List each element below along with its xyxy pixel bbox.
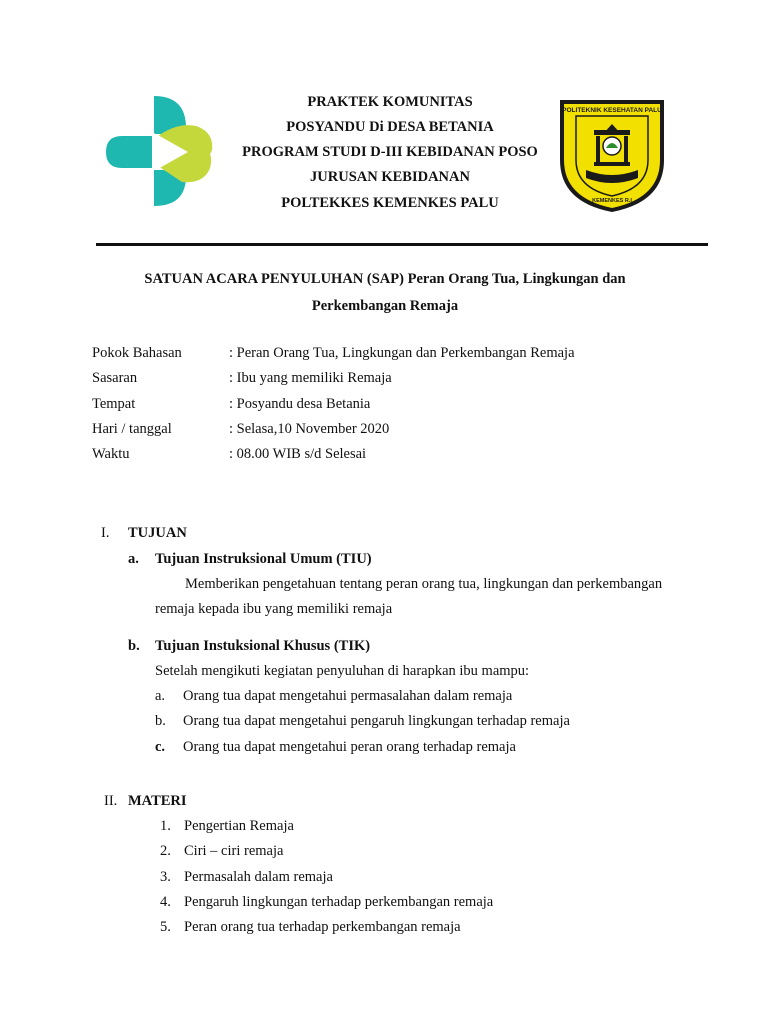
sub-a-heading: Tujuan Instruksional Umum (TIU) bbox=[155, 551, 372, 567]
materi-item-marker: 3. bbox=[160, 869, 171, 885]
materi-item-text: Pengaruh lingkungan terhadap perkembangan remaja bbox=[184, 894, 494, 910]
header-line-4: JURUSAN KEBIDANAN bbox=[310, 169, 470, 185]
section-1-number: I. bbox=[101, 525, 110, 541]
materi-item-marker: 2. bbox=[160, 843, 171, 859]
info-label-tempat: Tempat bbox=[92, 396, 136, 412]
tik-item-text: Orang tua dapat mengetahui pengaruh lingkungan terhadap remaja bbox=[183, 713, 570, 729]
sap-title-line-2: Perkembangan Remaja bbox=[311, 298, 459, 314]
tik-item-marker: c. bbox=[155, 739, 166, 755]
materi-item-text: Permasalah dalam remaja bbox=[184, 869, 333, 885]
info-label-sasaran: Sasaran bbox=[92, 370, 138, 386]
materi-item-marker: 5. bbox=[160, 919, 171, 935]
info-label-waktu: Waktu bbox=[92, 446, 130, 462]
tiu-paragraph-line-1: Memberikan pengetahuan tentang peran orang tua, lingkungan dan perkembangan bbox=[185, 576, 663, 592]
info-label-pokok-bahasan: Pokok Bahasan bbox=[92, 345, 182, 361]
header-line-5: POLTEKKES KEMENKES PALU bbox=[281, 195, 499, 211]
seal-ring-text: POLITEKNIK KESEHATAN PALU bbox=[562, 107, 662, 114]
section-2-number: II. bbox=[104, 793, 118, 809]
header-line-2: POSYANDU Di DESA BETANIA bbox=[286, 119, 494, 135]
header-divider bbox=[96, 243, 708, 246]
tik-item-marker: b. bbox=[155, 713, 166, 729]
tik-item-marker: a. bbox=[155, 688, 166, 704]
info-value-waktu: : 08.00 WIB s/d Selesai bbox=[229, 446, 367, 462]
sap-title bbox=[90, 266, 680, 319]
sub-b-marker: b. bbox=[128, 638, 140, 654]
materi-item-text: Pengertian Remaja bbox=[184, 818, 294, 834]
tik-intro: Setelah mengikuti kegiatan penyuluhan di harapkan ibu mampu: bbox=[155, 663, 530, 679]
section-2-heading: MATERI bbox=[128, 793, 187, 809]
section-1-heading: TUJUAN bbox=[128, 525, 187, 541]
tiu-paragraph-line-2: remaja kepada ibu yang memiliki remaja bbox=[155, 601, 393, 617]
info-value-sasaran: : Ibu yang memiliki Remaja bbox=[229, 370, 392, 386]
header-line-1: PRAKTEK KOMUNITAS bbox=[307, 94, 473, 110]
sub-b-heading: Tujuan Instuksional Khusus (TIK) bbox=[155, 638, 371, 654]
tik-item-text: Orang tua dapat mengetahui peran orang terhadap remaja bbox=[183, 739, 516, 755]
sub-a-marker: a. bbox=[128, 551, 139, 567]
materi-item-marker: 1. bbox=[160, 818, 171, 834]
seal-bottom-text: KEMENKES R.I bbox=[592, 198, 632, 204]
poltekkes-palu-seal bbox=[556, 90, 668, 214]
header-line-3: PROGRAM STUDI D-III KEBIDANAN POSO bbox=[242, 144, 538, 160]
info-value-tempat: : Posyandu desa Betania bbox=[229, 396, 371, 412]
info-label-hari-tanggal: Hari / tanggal bbox=[92, 421, 172, 437]
materi-item-marker: 4. bbox=[160, 894, 171, 910]
materi-item-text: Ciri – ciri remaja bbox=[184, 843, 284, 859]
info-value-pokok-bahasan: : Peran Orang Tua, Lingkungan dan Perkembangan Remaja bbox=[229, 345, 575, 361]
sap-title-line-1: SATUAN ACARA PENYULUHAN (SAP) Peran Orang Tua, Lingkungan dan bbox=[144, 271, 626, 287]
info-value-hari-tanggal: : Selasa,10 November 2020 bbox=[229, 421, 390, 437]
tik-item-text: Orang tua dapat mengetahui permasalahan dalam remaja bbox=[183, 688, 513, 704]
materi-item-text: Peran orang tua terhadap perkembangan remaja bbox=[184, 919, 461, 935]
